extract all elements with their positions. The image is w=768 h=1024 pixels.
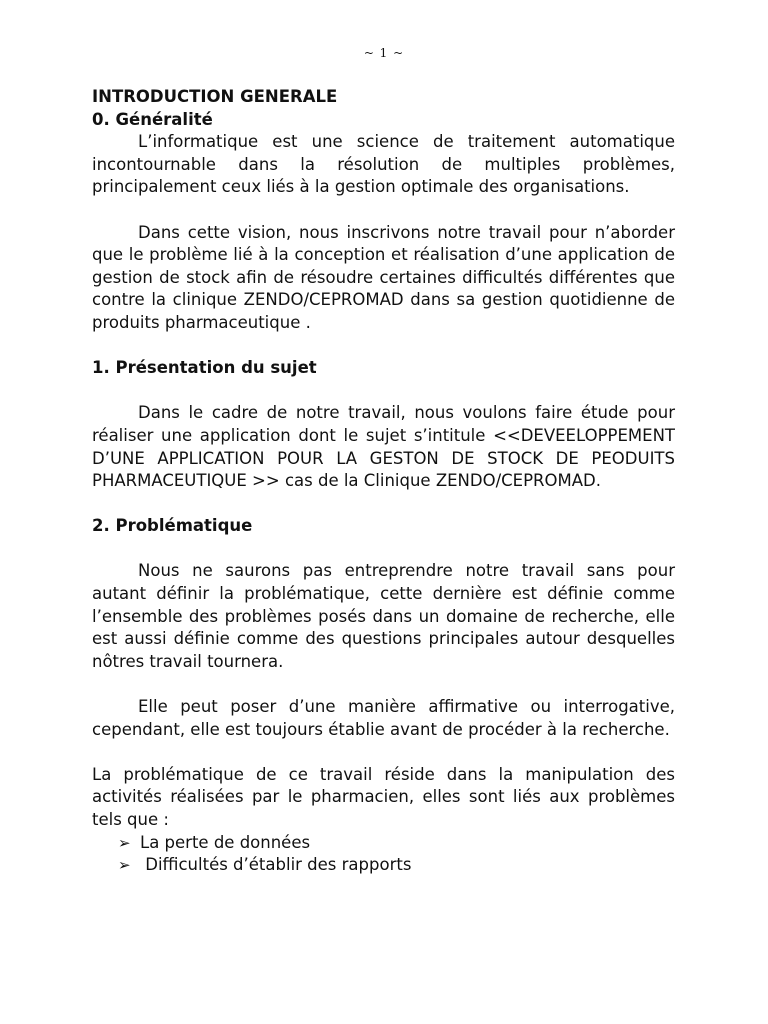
arrow-bullet-icon: ➢ [118,856,131,875]
section-2-title: 2. Problématique [92,516,253,536]
list-item: ➢ Difficultés d’établir des rapports [118,854,675,877]
section-0-title: 0. Généralité [92,109,213,129]
section-2-paragraph-1: Nous ne saurons pas entreprendre notre travail sans pour autant définir la problématique, cette dernière est définie comme l’ensemble des problèmes posés dans un domaine de recherche, elle est aussi définie comme des questions principales autour desquelles nôtres travail tournera. [92,561,675,671]
intro-title: INTRODUCTION GENERALE [92,87,338,106]
section-2-paragraph-2: Elle peut poser d’une manière affirmative ou interrogative, cependant, elle est toujours établie avant de procéder à la recherche. [92,697,675,739]
section-2-paragraph-3: La problématique de ce travail réside dans la manipulation des activités réalisées par le pharmacien, elles sont liés aux problèmes tels que : [92,764,675,829]
page-number: ~ 1 ~ [363,46,405,60]
section-1-title: 1. Présentation du sujet [92,358,317,378]
list-item: ➢ La perte de données [118,832,675,855]
vision-paragraph: Dans cette vision, nous inscrivons notre travail pour n’aborder que le problème lié à la conception et réalisation d’une application de gestion de stock afin de résoudre certaines difficultés différentes que contre la clinique ZENDO/CEPROMAD dans sa gestion quotidienne de produits pharmaceutique . [92,222,675,332]
section-1-paragraph: Dans le cadre de notre travail, nous voulons faire étude pour réaliser une application dont le sujet s’intitule <<DEVEELOPPEMENT D’UNE APPLICATION POUR LA GESTON DE STOCK DE PEODUITS PHARMACEUTIQUE >> cas de la Clinique ZENDO/CEPROMAD. [92,403,675,491]
document-body [92,86,675,877]
problem-list [92,832,675,877]
section-0-paragraph: L’informatique est une science de traitement automatique incontournable dans la résolution de multiples problèmes, principalement ceux liés à la gestion optimale des organisations. [92,132,675,197]
arrow-bullet-icon: ➢ [118,833,131,852]
